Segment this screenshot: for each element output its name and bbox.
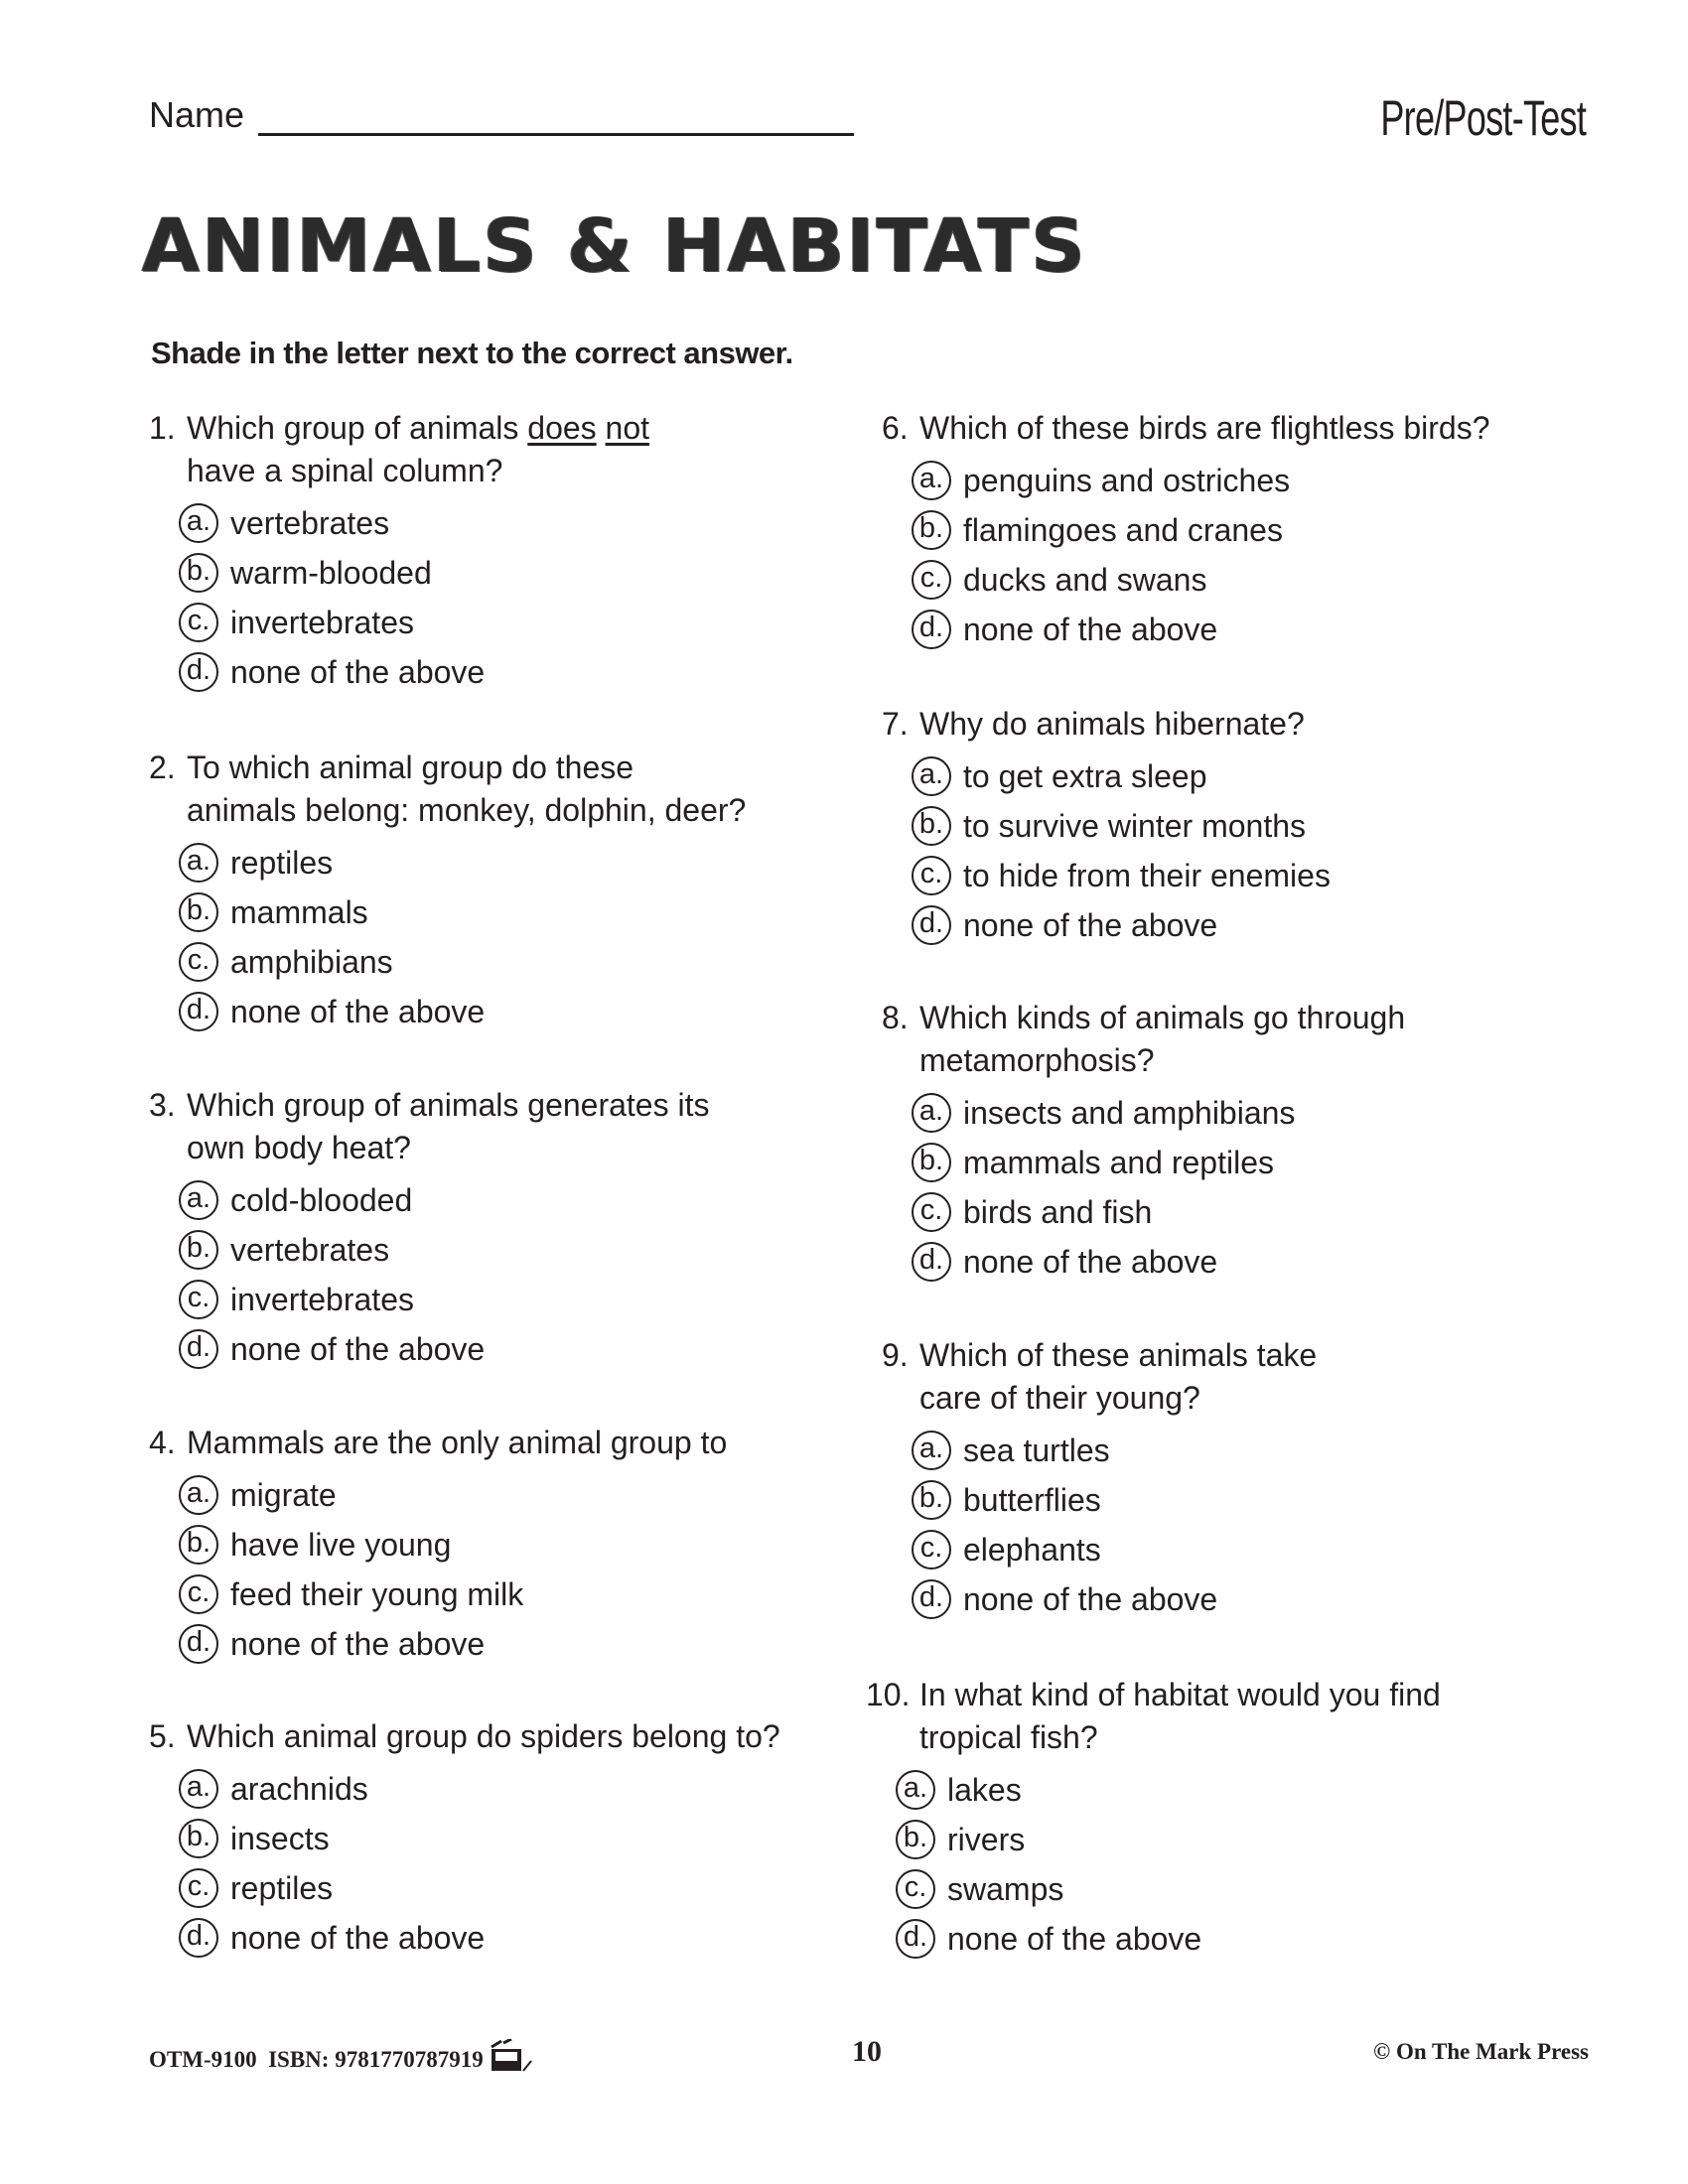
answer-text: warm-blooded xyxy=(230,554,432,591)
answer-bubble[interactable]: b. xyxy=(179,1230,218,1270)
answer-option[interactable] xyxy=(912,1237,1537,1287)
text-part: In what kind of habitat would you find xyxy=(919,1677,1441,1712)
answer-text: none of the above xyxy=(230,1625,486,1662)
question-line xyxy=(919,1334,1537,1377)
question-number: 2. xyxy=(149,750,176,785)
answer-option[interactable] xyxy=(179,598,804,647)
question-number: 10. xyxy=(866,1677,911,1712)
answer-bubble[interactable]: a. xyxy=(179,843,218,883)
answer-option[interactable] xyxy=(912,1574,1537,1624)
answer-text: vertebrates xyxy=(230,504,390,541)
answer-text: flamingoes and cranes xyxy=(963,511,1283,548)
test-type-label: Pre/Post-Test xyxy=(1380,90,1586,146)
text-part: Which group of animals xyxy=(187,410,528,446)
answer-options xyxy=(882,751,1537,950)
text-part: To which animal group do these xyxy=(187,750,634,785)
page-title: ANIMALS & HABITATS xyxy=(141,204,1087,289)
answer-option[interactable] xyxy=(179,1863,804,1913)
answer-bubble[interactable]: c. xyxy=(896,1869,935,1909)
footer-code xyxy=(149,2039,533,2073)
answer-options xyxy=(149,1764,804,1963)
answer-option[interactable] xyxy=(912,801,1537,851)
answer-bubble[interactable]: b. xyxy=(179,892,218,932)
question-5 xyxy=(149,1715,804,1963)
question-number: 6. xyxy=(882,410,909,446)
answer-bubble[interactable]: a. xyxy=(912,1431,951,1470)
answer-bubble[interactable]: d. xyxy=(179,652,218,692)
question-text xyxy=(149,1715,804,1758)
question-4 xyxy=(149,1422,804,1669)
question-text xyxy=(882,407,1537,450)
answer-option[interactable] xyxy=(179,1520,804,1570)
answer-text: none of the above xyxy=(230,1330,486,1367)
answer-option[interactable] xyxy=(179,1570,804,1619)
name-field[interactable] xyxy=(258,133,854,136)
answer-bubble[interactable]: d. xyxy=(912,1242,951,1282)
name-label: Name xyxy=(149,94,245,135)
text-part: Which of these birds are flightless birds? xyxy=(919,410,1490,446)
answer-options xyxy=(882,456,1537,654)
answer-bubble[interactable]: d. xyxy=(179,1918,218,1958)
question-9 xyxy=(882,1334,1537,1624)
question-8 xyxy=(882,997,1537,1287)
text-part: own body heat? xyxy=(187,1130,411,1165)
answer-text: swamps xyxy=(947,1870,1064,1907)
question-text xyxy=(866,1674,1521,1759)
question-text xyxy=(882,997,1537,1082)
answer-option[interactable] xyxy=(179,1470,804,1520)
answer-text: to hide from their enemies xyxy=(963,857,1331,893)
answer-text: amphibians xyxy=(230,943,393,980)
answer-bubble[interactable]: c. xyxy=(912,1192,951,1232)
answer-text: invertebrates xyxy=(230,1281,414,1317)
answer-options xyxy=(882,1088,1537,1287)
question-number: 9. xyxy=(882,1337,909,1373)
answer-options xyxy=(149,1175,804,1374)
answer-bubble[interactable]: c. xyxy=(912,560,951,600)
answer-text: butterflies xyxy=(963,1481,1101,1518)
answer-bubble[interactable]: a. xyxy=(912,461,951,500)
answer-option[interactable] xyxy=(179,987,804,1036)
answer-bubble[interactable]: d. xyxy=(912,905,951,945)
answer-text: reptiles xyxy=(230,1869,334,1906)
answer-text: arachnids xyxy=(230,1770,368,1807)
text-part xyxy=(597,410,606,446)
question-line xyxy=(919,1377,1537,1420)
answer-text: feed their young milk xyxy=(230,1575,524,1612)
answer-option[interactable] xyxy=(179,1619,804,1669)
answer-options xyxy=(882,1426,1537,1624)
question-2 xyxy=(149,747,804,1036)
text-part: tropical fish? xyxy=(919,1719,1098,1755)
answer-option[interactable] xyxy=(179,1275,804,1324)
question-3 xyxy=(149,1084,804,1374)
question-number: 7. xyxy=(882,706,909,742)
question-text xyxy=(882,703,1537,746)
answer-option[interactable] xyxy=(912,1475,1537,1525)
question-1 xyxy=(149,407,804,697)
answer-option[interactable] xyxy=(179,1324,804,1374)
answer-text: to survive winter months xyxy=(963,807,1307,844)
answer-bubble[interactable]: b. xyxy=(896,1820,935,1859)
answer-text: none of the above xyxy=(230,993,486,1029)
answer-bubble[interactable]: b. xyxy=(912,806,951,846)
question-line xyxy=(919,703,1537,746)
text-part: Why do animals hibernate? xyxy=(919,706,1305,742)
question-text xyxy=(149,407,804,492)
question-6 xyxy=(882,407,1537,654)
answer-text: penguins and ostriches xyxy=(963,462,1291,498)
text-part: animals belong: monkey, dolphin, deer? xyxy=(187,792,747,828)
answer-option[interactable] xyxy=(912,1138,1537,1187)
answer-text: cold-blooded xyxy=(230,1181,413,1218)
answer-text: insects xyxy=(230,1820,330,1856)
answer-bubble[interactable]: a. xyxy=(179,1180,218,1220)
question-line xyxy=(187,1715,804,1758)
question-line xyxy=(919,407,1537,450)
answer-bubble[interactable]: c. xyxy=(912,856,951,895)
answer-option[interactable] xyxy=(896,1914,1521,1964)
answer-bubble[interactable]: c. xyxy=(179,1280,218,1319)
answer-bubble[interactable]: a. xyxy=(179,1769,218,1809)
answer-bubble[interactable]: d. xyxy=(912,1579,951,1619)
text-part: metamorphosis? xyxy=(919,1042,1155,1078)
question-number: 1. xyxy=(149,410,176,446)
answer-option[interactable] xyxy=(912,456,1537,505)
question-line xyxy=(187,407,804,450)
answer-bubble[interactable]: b. xyxy=(912,510,951,550)
answer-option[interactable] xyxy=(912,605,1537,654)
answer-bubble[interactable]: d. xyxy=(896,1919,935,1959)
answer-text: lakes xyxy=(947,1771,1022,1808)
answer-option[interactable] xyxy=(912,1426,1537,1475)
question-10 xyxy=(866,1674,1521,1964)
question-line xyxy=(187,747,804,789)
answer-text: migrate xyxy=(230,1476,337,1513)
answer-bubble[interactable]: b. xyxy=(912,1480,951,1520)
answer-option[interactable] xyxy=(179,1175,804,1225)
answer-option[interactable] xyxy=(912,1187,1537,1237)
answer-option[interactable] xyxy=(179,1814,804,1863)
publisher: © On The Mark Press xyxy=(1373,2039,1589,2064)
answer-text: mammals and reptiles xyxy=(963,1144,1274,1180)
instructions: Shade in the letter next to the correct answer. xyxy=(151,336,793,370)
answer-option[interactable] xyxy=(896,1765,1521,1815)
text-part: Which animal group do spiders belong to? xyxy=(187,1718,780,1754)
underlined-word: does xyxy=(527,410,597,446)
answer-option[interactable] xyxy=(912,1525,1537,1574)
text-part: Which of these animals take xyxy=(919,1337,1318,1373)
answer-bubble[interactable]: a. xyxy=(179,503,218,543)
answer-text: mammals xyxy=(230,893,368,930)
answer-option[interactable] xyxy=(912,751,1537,801)
answer-bubble[interactable]: c. xyxy=(179,1574,218,1614)
answer-bubble[interactable]: a. xyxy=(912,1093,951,1133)
answer-option[interactable] xyxy=(912,555,1537,605)
answer-option[interactable] xyxy=(179,1225,804,1275)
question-text xyxy=(149,1422,804,1464)
answer-text: have live young xyxy=(230,1526,452,1563)
question-text xyxy=(149,1084,804,1169)
question-line xyxy=(919,1039,1537,1082)
answer-bubble[interactable]: c. xyxy=(179,1868,218,1908)
copier-icon xyxy=(490,2039,533,2073)
answer-text: none of the above xyxy=(963,1243,1218,1280)
question-line xyxy=(187,789,804,832)
answer-option[interactable] xyxy=(179,498,804,548)
text-part: Mammals are the only animal group to xyxy=(187,1425,728,1460)
answer-option[interactable] xyxy=(179,647,804,697)
answer-text: none of the above xyxy=(230,1919,486,1956)
answer-options xyxy=(149,498,804,697)
answer-option[interactable] xyxy=(912,900,1537,950)
answer-options xyxy=(149,1470,804,1669)
page-number: 10 xyxy=(852,2035,882,2068)
answer-option[interactable] xyxy=(179,937,804,987)
text-part: Which group of animals generates its xyxy=(187,1087,710,1123)
question-line xyxy=(919,1674,1521,1716)
answer-option[interactable] xyxy=(912,505,1537,555)
answer-option[interactable] xyxy=(179,887,804,937)
answer-text: rivers xyxy=(947,1821,1026,1857)
answer-bubble[interactable]: a. xyxy=(896,1770,935,1810)
answer-option[interactable] xyxy=(912,1088,1537,1138)
text-part: Which kinds of animals go through xyxy=(919,1000,1406,1035)
question-line xyxy=(187,1127,804,1169)
answer-text: reptiles xyxy=(230,844,334,881)
question-line xyxy=(919,1716,1521,1759)
answer-text: none of the above xyxy=(963,1580,1218,1617)
question-7 xyxy=(882,703,1537,950)
answer-options xyxy=(149,838,804,1036)
answer-bubble[interactable]: c. xyxy=(179,942,218,982)
question-number: 8. xyxy=(882,1000,909,1035)
question-text xyxy=(149,747,804,832)
answer-bubble[interactable]: b. xyxy=(179,553,218,593)
answer-bubble[interactable]: c. xyxy=(179,603,218,642)
answer-option[interactable] xyxy=(179,1913,804,1963)
answer-option[interactable] xyxy=(912,851,1537,900)
answer-bubble[interactable]: b. xyxy=(179,1525,218,1565)
answer-option[interactable] xyxy=(896,1864,1521,1914)
answer-text: vertebrates xyxy=(230,1231,390,1268)
answer-option[interactable] xyxy=(179,1764,804,1814)
answer-text: ducks and swans xyxy=(963,561,1207,598)
question-number: 5. xyxy=(149,1718,176,1754)
answer-bubble[interactable]: d. xyxy=(912,610,951,649)
text-part: have a spinal column? xyxy=(187,453,503,488)
text-part: care of their young? xyxy=(919,1380,1200,1416)
answer-text: sea turtles xyxy=(963,1432,1110,1468)
question-line xyxy=(919,997,1537,1039)
question-line xyxy=(187,1422,804,1464)
answer-text: none of the above xyxy=(963,906,1218,943)
answer-bubble[interactable]: c. xyxy=(912,1530,951,1570)
answer-text: none of the above xyxy=(947,1920,1202,1957)
answer-text: to get extra sleep xyxy=(963,757,1207,794)
question-number: 4. xyxy=(149,1425,176,1460)
answer-bubble[interactable]: a. xyxy=(912,756,951,796)
answer-text: none of the above xyxy=(963,611,1218,647)
answer-text: none of the above xyxy=(230,653,486,690)
answer-bubble[interactable]: b. xyxy=(179,1819,218,1858)
answer-option[interactable] xyxy=(179,548,804,598)
answer-options xyxy=(866,1765,1521,1964)
isbn-text: OTM-9100 ISBN: 9781770787919 xyxy=(149,2047,484,2072)
answer-text: insects and amphibians xyxy=(963,1094,1296,1131)
question-text xyxy=(882,1334,1537,1420)
answer-option[interactable] xyxy=(896,1815,1521,1864)
answer-bubble[interactable]: d. xyxy=(179,1624,218,1664)
answer-bubble[interactable]: d. xyxy=(179,992,218,1031)
answer-bubble[interactable]: a. xyxy=(179,1475,218,1515)
answer-text: birds and fish xyxy=(963,1193,1153,1230)
question-line xyxy=(187,1084,804,1127)
answer-text: invertebrates xyxy=(230,604,414,640)
question-line xyxy=(187,450,804,492)
question-number: 3. xyxy=(149,1087,176,1123)
answer-text: elephants xyxy=(963,1531,1101,1568)
answer-bubble[interactable]: b. xyxy=(912,1143,951,1182)
answer-option[interactable] xyxy=(179,838,804,887)
underlined-word: not xyxy=(605,410,650,446)
answer-bubble[interactable]: d. xyxy=(179,1329,218,1369)
